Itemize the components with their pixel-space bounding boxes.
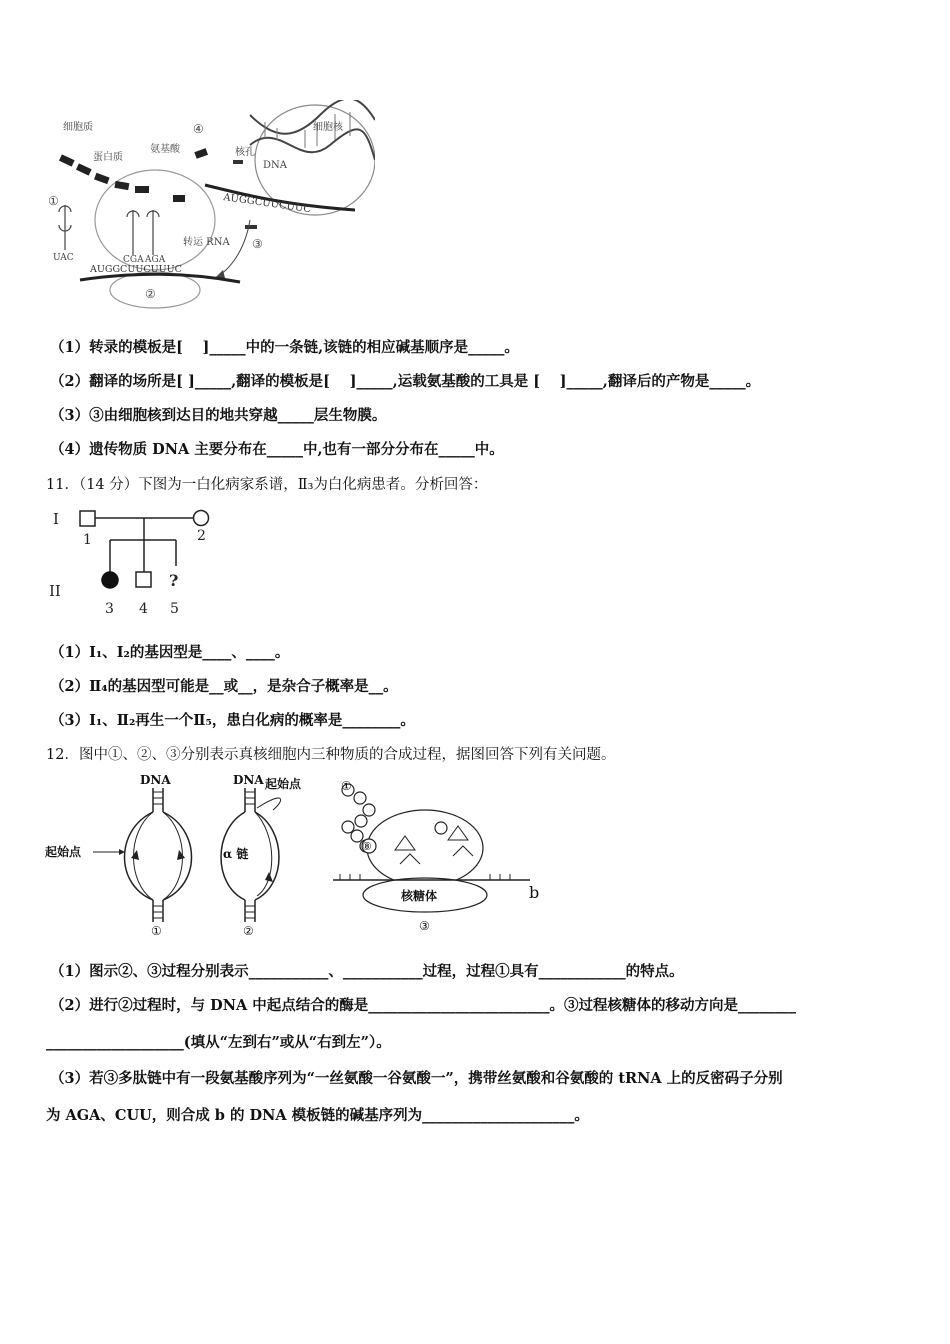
pedigree-male-i1 [80,511,95,526]
pedigree-unknown-ii5: ? [169,571,179,590]
label-amino-acid: 氨基酸 [150,144,180,155]
pedigree-female-i2 [194,511,209,526]
q12-part1: （1）图示②、③过程分别表示___________、___________过程，过程①具有____________的特点。 [50,963,684,980]
label-circle-3: ③ [252,237,263,251]
q12-part2: （2）进行②过程时，与 DNA 中起点结合的酶是_________________________。③过程核糖体的移动方向是________ [50,997,797,1014]
generation-i-label: I [53,510,59,528]
label-dna-2: DNA [233,773,264,787]
q11-part1: （1）Ⅰ₁、Ⅰ₂的基因型是____、____。 [50,644,290,661]
label-origin-left: 起始点 [45,845,82,859]
label-nucleus: 细胞核 [313,122,343,133]
pedigree-number: 5 [170,601,179,617]
label-circle-2: ② [243,924,254,935]
label-circle-2: ② [145,287,156,301]
mrna-sequence-top: AUGGCUUCUUC [222,192,312,216]
label-circle-8: ⑧ [362,840,372,853]
label-circle-1: ① [48,194,59,208]
label-b: b [529,883,540,902]
q11-part2: （2）Ⅱ₄的基因型可能是__或__，是杂合子概率是__。 [50,678,398,695]
label-circle-1: ① [151,924,162,935]
mrna-sequence-bottom: AUGGCUUCUUUC [90,264,182,275]
label-origin-right: 起始点 [265,777,302,791]
q12-part2-continued: ___________________(填从“左到右”或从“右到左”）。 [46,1034,391,1051]
label-alpha-chain: α 链 [223,847,249,861]
pedigree-number: 4 [139,601,148,617]
q10-part3: （3）③由细胞核到达目的地共穿越_____层生物膜。 [50,407,387,424]
q12-part3-continued: 为 AGA、CUU，则合成 b 的 DNA 模板链的碱基序列为_____________________。 [46,1107,589,1124]
q10-part1: （1）转录的模板是[ ]_____中的一条链,该链的相应碱基顺序是_____。 [50,339,519,356]
label-trna: 转运 RNA [183,237,230,248]
label-circle-3: ③ [419,919,430,933]
label-dna: DNA [263,160,287,171]
dna-rna-protein-synthesis-figure [45,770,550,935]
q10-part2: （2）翻译的场所是[ ]_____,翻译的模板是[ ]_____,运载氨基酸的工具是 [ ]_____,翻译后的产物是_____。 [50,373,761,390]
label-anticodon-aga: AGA [145,255,166,265]
pedigree-chart [45,500,225,625]
pedigree-number: 1 [83,532,92,548]
label-circle-1-peptide: ① [341,779,352,793]
transcription-translation-figure [45,100,375,315]
q12-part3: （3）若③多肽链中有一段氨基酸序列为“一丝氨酸一谷氨酸一”，携带丝氨酸和谷氨酸的 tRNA 上的反密码子分别 [50,1070,783,1087]
q11-part3: （3）Ⅰ₁、Ⅱ₂再生一个Ⅱ₅，患白化病的概率是________。 [50,712,415,729]
pedigree-number: 3 [105,601,114,617]
dna-helix-strand [250,129,375,160]
pedigree-male-ii4 [136,572,151,587]
q11-title: 11．（14 分）下图为一白化病家系谱，Ⅱ₃为白化病患者。分析回答： [46,477,488,493]
label-nuclear-pore: 核孔 [235,147,255,158]
q12-title: 12．图中①、②、③分别表示真核细胞内三种物质的合成过程，据图回答下列有关问题。 [46,747,616,763]
generation-ii-label: II [49,582,61,600]
label-ribosome: 核糖体 [401,889,438,903]
label-protein: 蛋白质 [93,152,123,163]
mrna-ribosome [80,274,240,282]
label-circle-4: ④ [193,122,204,136]
q10-part4: （4）遗传物质 DNA 主要分布在_____中,也有一部分分布在_____中。 [50,441,504,458]
pedigree-number: 2 [197,528,206,544]
label-dna-1: DNA [140,773,171,787]
label-cytoplasm: 细胞质 [63,122,93,133]
pedigree-affected-female-ii3 [102,572,118,588]
label-anticodon-uac: UAC [53,253,74,263]
mrna-transport-arrow [215,220,250,278]
label-anticodon-cga: CGA [123,255,144,265]
